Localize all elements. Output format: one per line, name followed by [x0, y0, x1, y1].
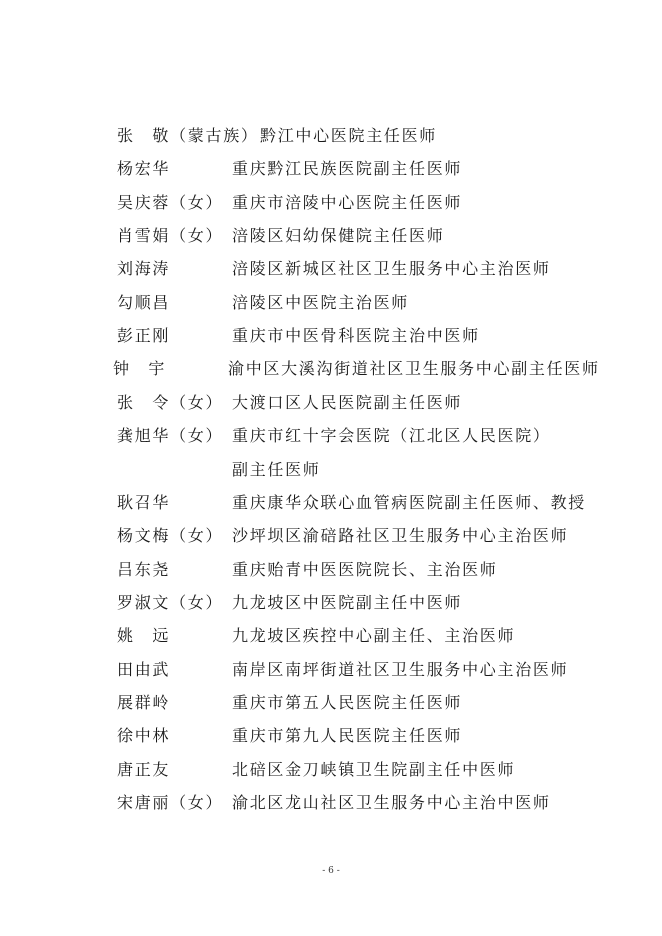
person-name: 罗淑文（女） [117, 592, 224, 612]
list-item [0, 388, 662, 418]
person-position: 涪陵区妇幼保健院主任医师 [232, 226, 445, 246]
person-name: 徐中林 [117, 726, 171, 746]
person-name: 彭正刚 [117, 326, 171, 346]
list-item [0, 221, 662, 251]
person-position: 涪陵区中医院主治医师 [232, 292, 410, 312]
person-name: 耿召华 [117, 492, 171, 512]
list-item [0, 488, 662, 518]
person-position: 九龙坡区疾控中心副主任、主治医师 [232, 626, 516, 646]
person-position: 渝中区大溪沟街道社区卫生服务中心副主任医师 [228, 359, 600, 379]
person-name: 宋唐丽（女） [117, 793, 224, 812]
list-item [0, 455, 662, 485]
person-position: 副主任医师 [232, 459, 321, 479]
list-item [0, 621, 662, 651]
person-position: 黔江中心医院主任医师 [260, 126, 438, 145]
person-name: 张 令（女） [117, 392, 224, 412]
person-position: 九龙坡区中医院副主任中医师 [232, 592, 463, 612]
person-name: 吕东尧 [117, 559, 171, 579]
person-position: 大渡口区人民医院副主任医师 [232, 392, 463, 412]
list-item [0, 788, 662, 818]
person-position: 重庆市涪陵中心医院主任医师 [232, 192, 463, 212]
person-name: 吴庆蓉（女） [117, 192, 224, 212]
person-name: 唐正友 [117, 759, 171, 779]
person-position: 北碚区金刀峡镇卫生院副主任中医师 [232, 759, 516, 779]
person-position: 南岸区南坪街道社区卫生服务中心主治医师 [232, 659, 569, 679]
person-name: 展群岭 [117, 692, 171, 712]
list-item [0, 555, 662, 585]
person-name: 田由武 [117, 659, 171, 679]
list-item [0, 588, 662, 618]
list-item [0, 421, 662, 451]
page-number: - 6 - [322, 866, 340, 876]
person-position: 渝北区龙山社区卫生服务中心主治中医师 [232, 793, 551, 812]
person-name: 勾顺昌 [117, 292, 171, 312]
person-name: 姚 远 [117, 626, 171, 646]
list-item [0, 354, 662, 384]
person-position: 重庆康华众联心血管病医院副主任医师、教授 [232, 492, 587, 512]
person-position: 重庆市红十字会医院（江北区人民医院） [232, 426, 551, 446]
list-item [0, 154, 662, 184]
person-position: 重庆市第九人民医院主任医师 [232, 726, 463, 746]
list-item [0, 121, 662, 151]
person-position: 重庆市第五人民医院主任医师 [232, 692, 463, 712]
person-name: 肖雪娟（女） [117, 226, 224, 246]
person-name: 张 敬（蒙古族） [117, 126, 259, 145]
person-name: 杨文梅（女） [117, 526, 224, 546]
person-name: 刘海涛 [117, 259, 171, 279]
person-position: 重庆黔江民族医院副主任医师 [232, 159, 463, 179]
list-item [0, 188, 662, 218]
list-item [0, 755, 662, 785]
person-position: 重庆市中医骨科医院主治中医师 [232, 326, 480, 346]
person-name: 钟 宇 [113, 359, 167, 379]
list-item [0, 655, 662, 685]
list-item [0, 688, 662, 718]
list-item [0, 721, 662, 751]
person-position: 重庆贻青中医医院院长、主治医师 [232, 559, 498, 579]
person-position: 沙坪坝区渝碚路社区卫生服务中心主治医师 [232, 526, 569, 546]
list-item [0, 288, 662, 318]
list-item [0, 254, 662, 284]
list-item [0, 521, 662, 551]
list-item [0, 321, 662, 351]
person-name: 杨宏华 [117, 159, 171, 179]
person-name: 龚旭华（女） [117, 426, 224, 446]
person-position: 涪陵区新城区社区卫生服务中心主治医师 [232, 259, 551, 279]
